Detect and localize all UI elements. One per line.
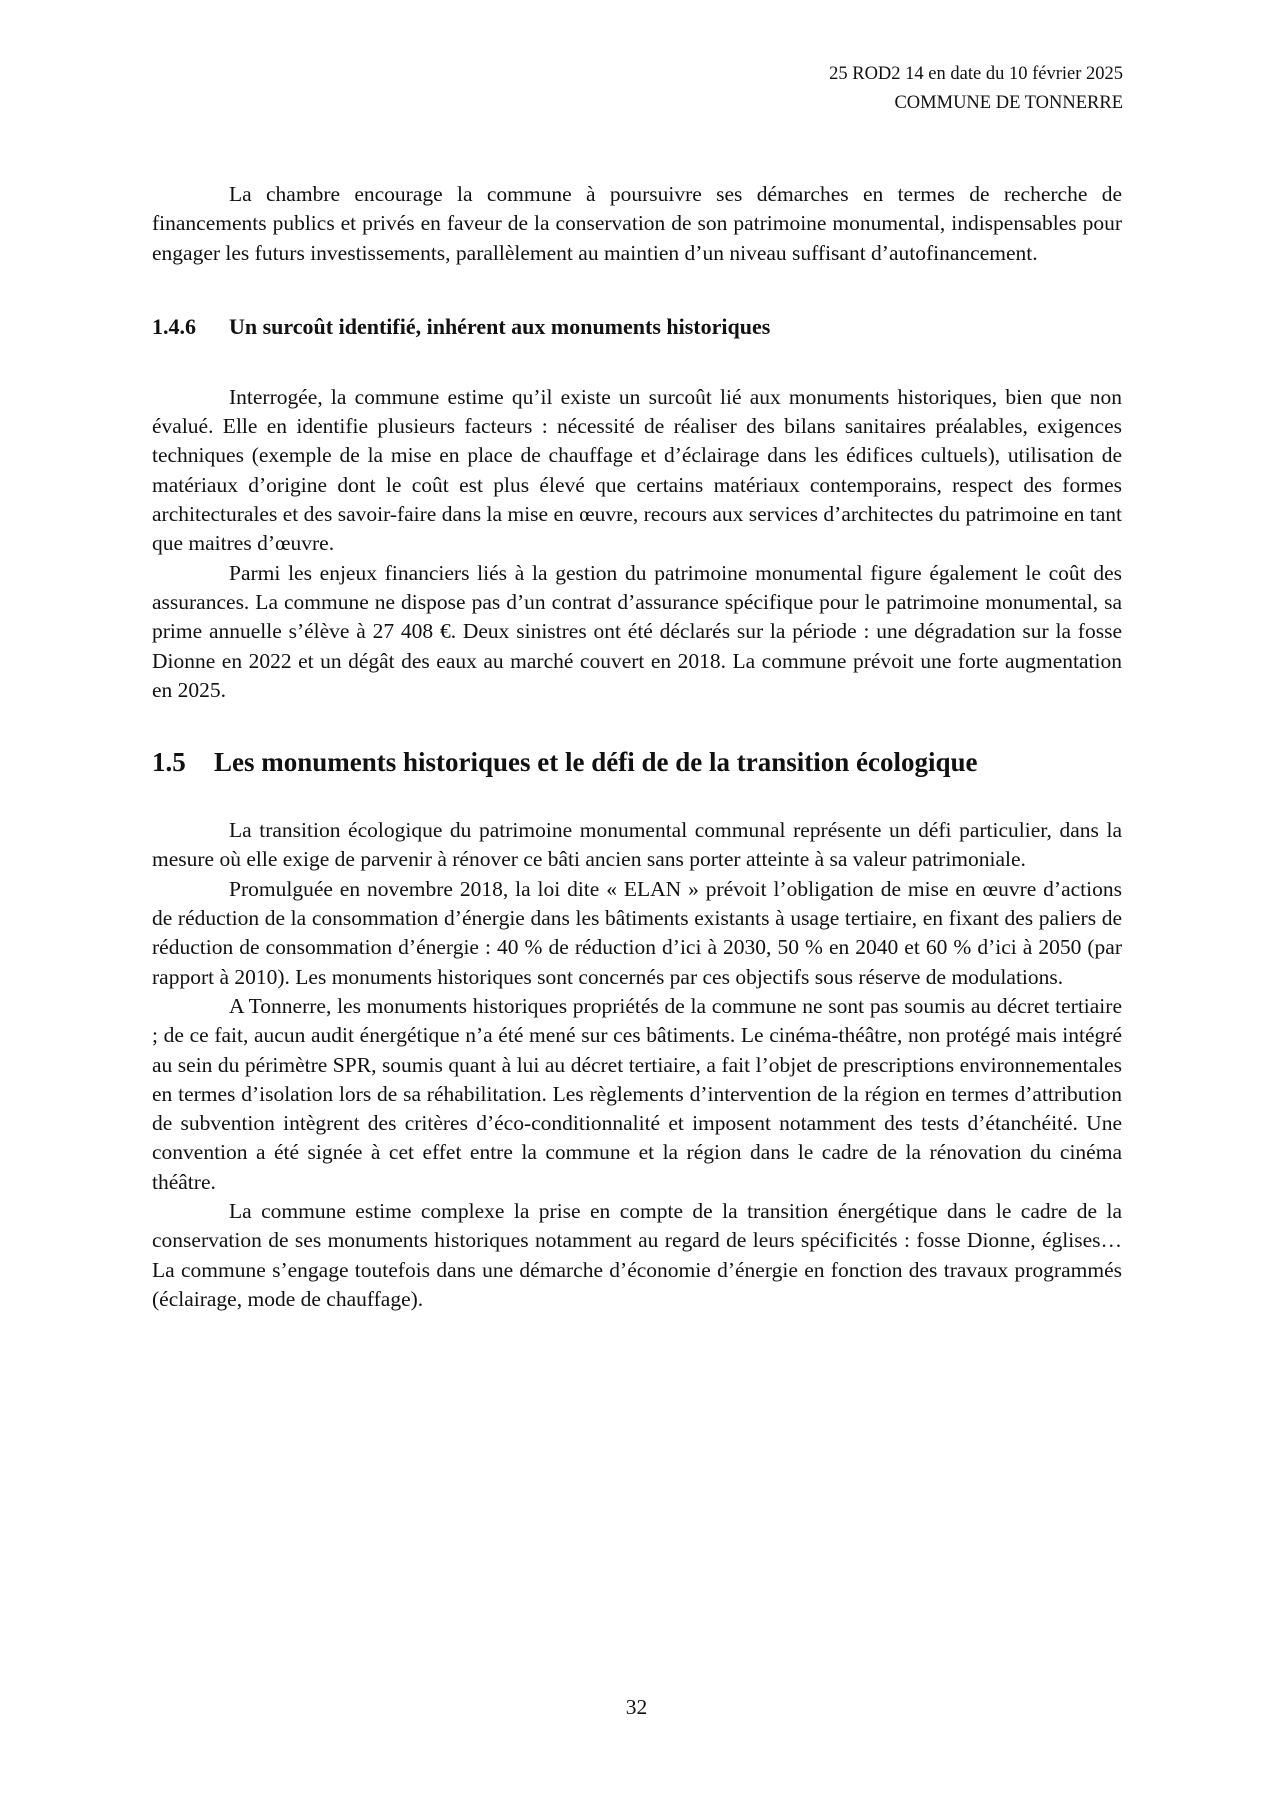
section-1-5-paragraph-2: Promulguée en novembre 2018, la loi dite « ELAN » prévoit l’obligation de mise en œuvre d’actions de réduction de la consommation d’énergie dans les bâtiments existants à usage tertiaire, en fixant des paliers de réduction de consommation d’énergie : 40 % de réduction d’ici à 2030, 50 % en 2040 et 60 % d’ici à 2050 (par rapport à 2010). Les monuments historiques sont concernés par ces objectifs sous réserve de modulations.: [152, 876, 1122, 989]
intro-paragraph: La chambre encourage la commune à poursuivre ses démarches en termes de recherche de financements publics et privés en faveur de la conservation de son patrimoine monumental, indispensables pour engager les futurs investissements, parallèlement au maintien d’un niveau suffisant d’autofinancement.: [152, 182, 1122, 265]
page-header: [829, 60, 1123, 118]
report-reference: 25 ROD2 14 en date du 10 février 2025: [829, 64, 1123, 84]
section-1-5-paragraph-3: A Tonnerre, les monuments historiques propriétés de la commune ne sont pas soumis au décret tertiaire ; de ce fait, aucun audit énergétique n’a été mené sur ces bâtiments. Le cinéma-théâtre, non protégé mais intégré au sein du périmètre SPR, soumis quant à lui au décret tertiaire, a fait l’objet de prescriptions environnementales en termes d’isolation lors de sa réhabilitation. Les règlements d’intervention de la région en termes d’attribution de subvention intègrent des critères d’éco-conditionnalité et imposent notamment des tests d’étanchéité. Une convention a été signée à cet effet entre la commune et la région dans le cadre de la rénovation du cinéma théâtre.: [152, 993, 1122, 1194]
page-body: [152, 180, 1122, 1314]
section-1-4-6-paragraph-1: Interrogée, la commune estime qu’il existe un surcoût lié aux monuments historiques, bien que non évalué. Elle en identifie plusieurs facteurs : nécessité de réaliser des bilans sanitaires préalables, exigences techniques (exemple de la mise en place de chauffage et d’éclairage dans les édifices cultuels), utilisation de matériaux d’origine dont le coût est plus élevé que certains matériaux contemporains, respect des formes architecturales et des savoir-faire dans la mise en œuvre, recours aux services d’architectes du patrimoine en tant que maitres d’œuvre.: [152, 384, 1122, 556]
section-1-5-paragraph-4: La commune estime complexe la prise en compte de la transition énergétique dans le cadre de la conservation de ses monuments historiques notamment au regard de leurs spécificités : fosse Dionne, églises… La commune s’engage toutefois dans une démarche d’économie d’énergie en fonction des travaux programmés (éclairage, mode de chauffage).: [152, 1199, 1122, 1311]
section-1-5-number: 1.5: [152, 747, 186, 778]
section-1-4-6-heading: [152, 312, 1122, 341]
section-1-4-6-title: Un surcoût identifié, inhérent aux monuments historiques: [229, 313, 771, 339]
section-1-4-6-paragraph-2: Parmi les enjeux financiers liés à la gestion du patrimoine monumental figure également le coût des assurances. La commune ne dispose pas d’un contrat d’assurance spécifique pour le patrimoine monumental, sa prime annuelle s’élève à 27 408 €. Deux sinistres ont été déclarés sur la période : une dégradation sur la fosse Dionne en 2022 et un dégât des eaux au marché couvert en 2018. La commune prévoit une forte augmentation en 2025.: [152, 560, 1122, 702]
page-number: 32: [625, 1695, 648, 1719]
section-1-5-heading: [152, 745, 1122, 779]
section-1-4-6-number: 1.4.6: [152, 313, 196, 339]
section-1-5-title: Les monuments historiques et le défi de de la transition écologique: [214, 747, 978, 778]
section-1-5-paragraph-1: La transition écologique du patrimoine monumental communal représente un défi particulier, dans la mesure où elle exige de parvenir à rénover ce bâti ancien sans porter atteinte à sa valeur patrimoniale.: [152, 818, 1122, 872]
commune-name: COMMUNE DE TONNERRE: [894, 93, 1123, 113]
